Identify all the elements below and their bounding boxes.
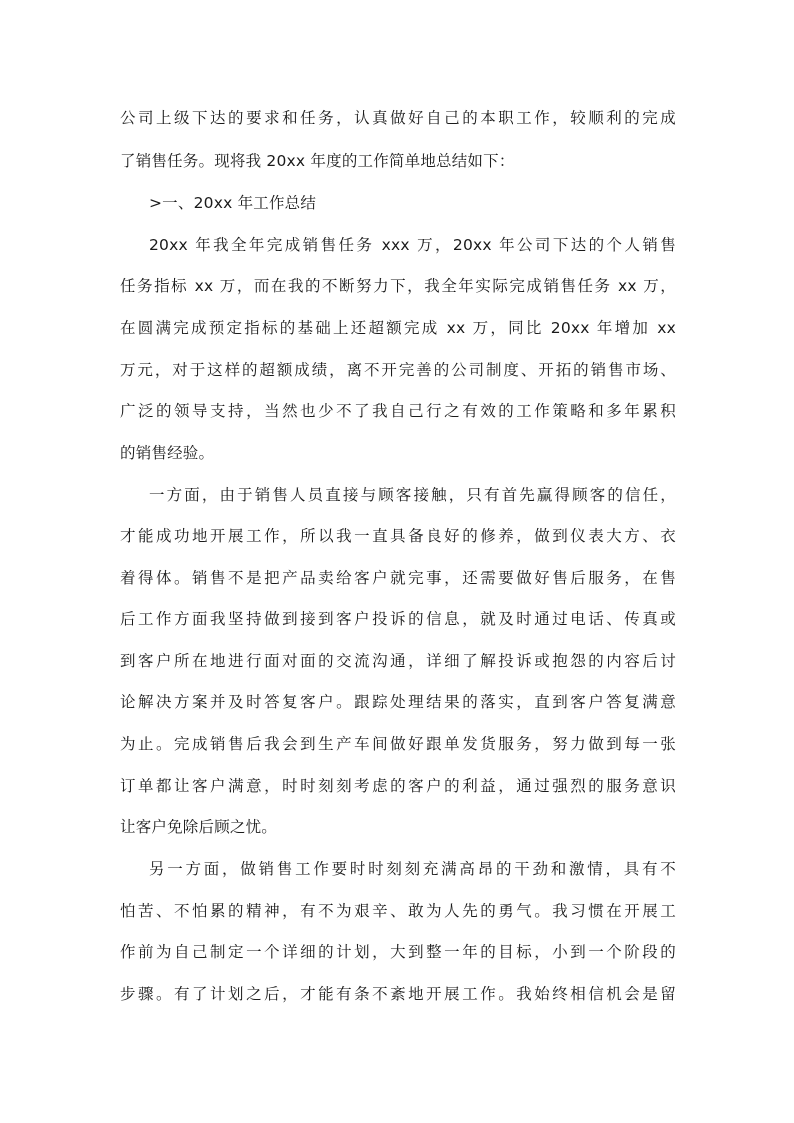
paragraph-line: 订单都让客户满意，时时刻刻考虑的客户的利益，通过强烈的服务意识 bbox=[120, 777, 676, 795]
paragraph-line: 的销售经验。 bbox=[120, 444, 215, 462]
paragraph-line: 为止。完成销售后我会到生产车间做好跟单发货服务，努力做到每一张 bbox=[120, 735, 676, 753]
paragraph-line: 了销售任务。现将我 20xx 年度的工作简单地总结如下： bbox=[120, 152, 515, 170]
paragraph-line: 万元，对于这样的超额成绩，离不开完善的公司制度、开拓的销售市场、 bbox=[120, 361, 676, 379]
paragraph-line: 一方面，由于销售人员直接与顾客接触，只有首先赢得顾客的信任， bbox=[149, 486, 676, 504]
paragraph-line: 任务指标 xx 万，而在我的不断努力下，我全年实际完成销售任务 xx 万， bbox=[120, 277, 676, 295]
paragraph-line: 作前为自己制定一个详细的计划，大到整一年的目标，小到一个阶段的 bbox=[120, 943, 676, 961]
paragraph-line: 才能成功地开展工作，所以我一直具备良好的修养，做到仪表大方、衣 bbox=[120, 527, 676, 545]
paragraph-line: 步骤。有了计划之后，才能有条不紊地开展工作。我始终相信机会是留 bbox=[120, 985, 676, 1003]
paragraph-line: 另一方面，做销售工作要时时刻刻充满高昂的干劲和激情，具有不 bbox=[149, 860, 676, 878]
paragraph-line: 20xx 年我全年完成销售任务 xxx 万，20xx 年公司下达的个人销售 bbox=[149, 236, 676, 254]
paragraph-line: 到客户所在地进行面对面的交流沟通，详细了解投诉或抱怨的内容后讨 bbox=[120, 652, 676, 670]
section-heading: >一、20xx 年工作总结 bbox=[149, 194, 317, 212]
paragraph-line: 公司上级下达的要求和任务，认真做好自己的本职工作，较顺利的完成 bbox=[120, 109, 676, 127]
paragraph-line: 着得体。销售不是把产品卖给客户就完事，还需要做好售后服务，在售 bbox=[120, 569, 676, 587]
paragraph-line: 让客户免除后顾之忧。 bbox=[120, 818, 278, 836]
paragraph-line: 怕苦、不怕累的精神，有不为艰辛、敢为人先的勇气。我习惯在开展工 bbox=[120, 902, 676, 920]
paragraph-line: 论解决方案并及时答复客户。跟踪处理结果的落实，直到客户答复满意 bbox=[120, 693, 676, 711]
paragraph-line: 在圆满完成预定指标的基础上还超额完成 xx 万，同比 20xx 年增加 xx bbox=[120, 319, 676, 337]
paragraph-line: 广泛的领导支持，当然也少不了我自己行之有效的工作策略和多年累积 bbox=[120, 402, 676, 420]
paragraph-line: 后工作方面我坚持做到接到客户投诉的信息，就及时通过电话、传真或 bbox=[120, 610, 676, 628]
